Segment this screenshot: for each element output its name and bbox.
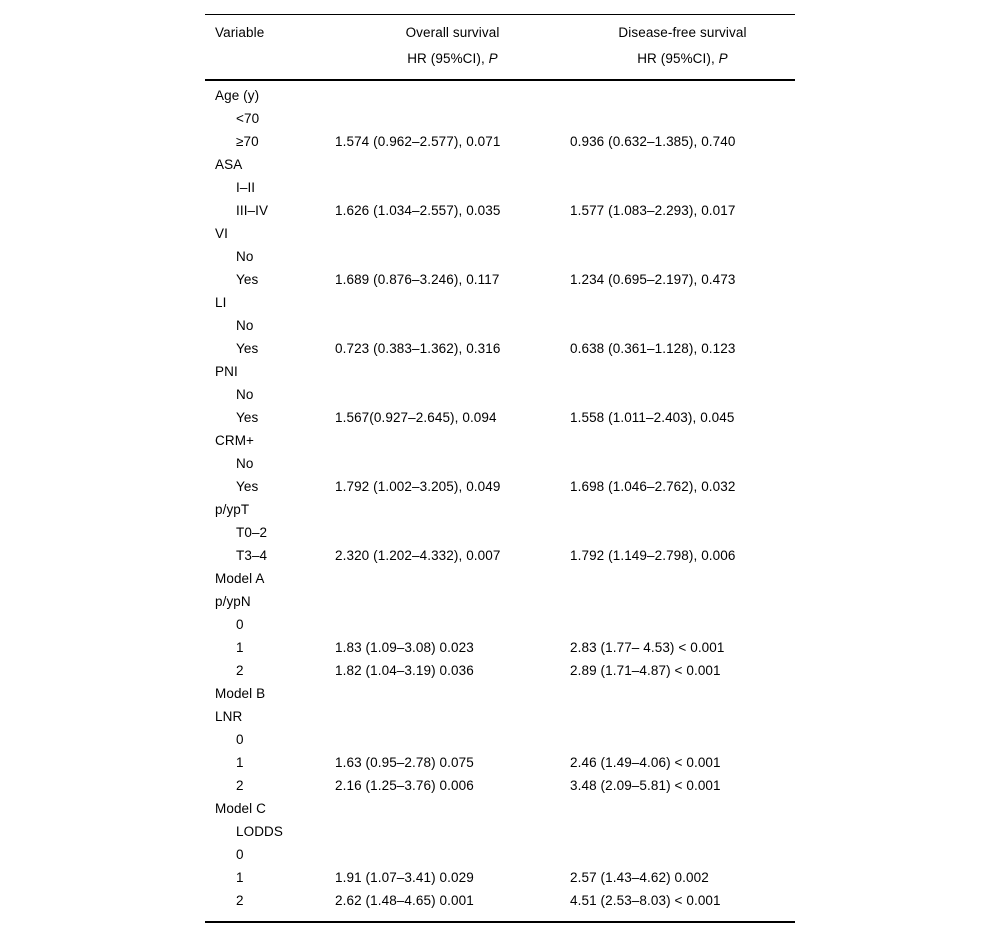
table-row bbox=[205, 452, 795, 475]
table-row bbox=[205, 429, 795, 452]
cell-overall-survival: 1.83 (1.09–3.08) 0.023 bbox=[335, 640, 474, 655]
cell-variable: <70 bbox=[236, 111, 260, 126]
cell-disease-free-survival bbox=[570, 590, 795, 613]
cell-overall-survival bbox=[335, 613, 570, 636]
subheader-variable-spacer bbox=[205, 46, 335, 72]
header-row-titles bbox=[205, 20, 795, 46]
cell-disease-free-survival bbox=[570, 797, 795, 820]
cell-variable: 2 bbox=[236, 778, 244, 793]
cell-overall-survival: 2.16 (1.25–3.76) 0.006 bbox=[335, 778, 474, 793]
cell-variable: 2 bbox=[236, 663, 244, 678]
cell-disease-free-survival bbox=[570, 843, 795, 866]
table-row bbox=[205, 176, 795, 199]
table-row bbox=[205, 84, 795, 107]
cell-overall-survival bbox=[335, 429, 570, 452]
cell-overall-survival bbox=[335, 153, 570, 176]
cell-overall-survival bbox=[335, 383, 570, 406]
cell-variable: VI bbox=[215, 226, 228, 241]
cell-variable: T0–2 bbox=[236, 525, 268, 540]
cell-variable: I–II bbox=[236, 180, 256, 195]
cell-disease-free-survival bbox=[570, 84, 795, 107]
cell-overall-survival: 1.626 (1.034–2.557), 0.035 bbox=[335, 203, 501, 218]
table-row bbox=[205, 728, 795, 751]
cell-disease-free-survival bbox=[570, 682, 795, 705]
cell-overall-survival bbox=[335, 245, 570, 268]
cell-disease-free-survival bbox=[570, 383, 795, 406]
cell-variable: ≥70 bbox=[236, 134, 259, 149]
cell-disease-free-survival: 4.51 (2.53–8.03) < 0.001 bbox=[570, 893, 721, 908]
cell-overall-survival bbox=[335, 567, 570, 590]
subheader-disease-free-survival bbox=[570, 46, 795, 72]
cell-variable: Yes bbox=[236, 341, 259, 356]
table-row bbox=[205, 475, 795, 498]
cell-disease-free-survival bbox=[570, 176, 795, 199]
table-row bbox=[205, 130, 795, 153]
cell-disease-free-survival: 3.48 (2.09–5.81) < 0.001 bbox=[570, 778, 721, 793]
cell-variable: No bbox=[236, 456, 254, 471]
cell-variable: LODDS bbox=[236, 824, 284, 839]
cell-disease-free-survival: 1.577 (1.083–2.293), 0.017 bbox=[570, 203, 736, 218]
table-row bbox=[205, 774, 795, 797]
cell-disease-free-survival bbox=[570, 107, 795, 130]
cell-overall-survival: 1.82 (1.04–3.19) 0.036 bbox=[335, 663, 474, 678]
cell-overall-survival: 1.792 (1.002–3.205), 0.049 bbox=[335, 479, 501, 494]
cell-disease-free-survival bbox=[570, 521, 795, 544]
table-row bbox=[205, 843, 795, 866]
cell-overall-survival: 0.723 (0.383–1.362), 0.316 bbox=[335, 341, 501, 356]
cell-variable: 0 bbox=[236, 732, 244, 747]
cell-variable: Yes bbox=[236, 479, 259, 494]
subheader-overall-survival bbox=[335, 46, 570, 72]
cell-variable: 2 bbox=[236, 893, 244, 908]
cell-overall-survival bbox=[335, 291, 570, 314]
cell-variable: 1 bbox=[236, 640, 244, 655]
table-row bbox=[205, 613, 795, 636]
cell-disease-free-survival bbox=[570, 705, 795, 728]
cell-variable: Yes bbox=[236, 272, 259, 287]
cell-overall-survival bbox=[335, 728, 570, 751]
table-row bbox=[205, 383, 795, 406]
cell-disease-free-survival: 1.558 (1.011–2.403), 0.045 bbox=[570, 410, 735, 425]
subheader-dfs-prefix: HR (95%CI), bbox=[637, 51, 719, 66]
cell-variable: p/ypN bbox=[215, 594, 251, 609]
table-row bbox=[205, 521, 795, 544]
cell-variable: No bbox=[236, 249, 254, 264]
table-row bbox=[205, 820, 795, 843]
table-row bbox=[205, 659, 795, 682]
cell-disease-free-survival: 2.46 (1.49–4.06) < 0.001 bbox=[570, 755, 721, 770]
cell-overall-survival bbox=[335, 452, 570, 475]
cell-disease-free-survival bbox=[570, 291, 795, 314]
cell-variable: 0 bbox=[236, 617, 244, 632]
table-row bbox=[205, 360, 795, 383]
table-row bbox=[205, 314, 795, 337]
table-row bbox=[205, 337, 795, 360]
cell-variable: Model A bbox=[215, 571, 265, 586]
cell-disease-free-survival: 1.792 (1.149–2.798), 0.006 bbox=[570, 548, 736, 563]
table-row bbox=[205, 498, 795, 521]
cell-disease-free-survival: 0.936 (0.632–1.385), 0.740 bbox=[570, 134, 736, 149]
col-header-disease-free-survival: Disease-free survival bbox=[618, 25, 747, 40]
cell-disease-free-survival bbox=[570, 360, 795, 383]
cell-overall-survival: 1.91 (1.07–3.41) 0.029 bbox=[335, 870, 474, 885]
col-header-variable: Variable bbox=[215, 25, 265, 40]
table-row bbox=[205, 222, 795, 245]
cell-overall-survival bbox=[335, 705, 570, 728]
cell-disease-free-survival bbox=[570, 498, 795, 521]
cell-variable: Age (y) bbox=[215, 88, 260, 103]
cell-overall-survival bbox=[335, 360, 570, 383]
cell-disease-free-survival: 1.234 (0.695–2.197), 0.473 bbox=[570, 272, 736, 287]
cell-disease-free-survival bbox=[570, 314, 795, 337]
cell-disease-free-survival: 2.57 (1.43–4.62) 0.002 bbox=[570, 870, 709, 885]
header-row-subtitles bbox=[205, 46, 795, 72]
table-row bbox=[205, 544, 795, 567]
cell-overall-survival bbox=[335, 682, 570, 705]
table-row bbox=[205, 153, 795, 176]
cell-disease-free-survival: 1.698 (1.046–2.762), 0.032 bbox=[570, 479, 736, 494]
cell-overall-survival: 1.574 (0.962–2.577), 0.071 bbox=[335, 134, 501, 149]
cell-variable: Model B bbox=[215, 686, 266, 701]
cell-disease-free-survival bbox=[570, 567, 795, 590]
cell-overall-survival bbox=[335, 797, 570, 820]
cell-disease-free-survival bbox=[570, 222, 795, 245]
table-row bbox=[205, 636, 795, 659]
cell-variable: No bbox=[236, 318, 254, 333]
cell-overall-survival bbox=[335, 314, 570, 337]
cell-overall-survival: 1.567(0.927–2.645), 0.094 bbox=[335, 410, 497, 425]
cell-overall-survival bbox=[335, 843, 570, 866]
cell-overall-survival bbox=[335, 521, 570, 544]
cell-overall-survival bbox=[335, 820, 570, 843]
cell-disease-free-survival: 2.83 (1.77– 4.53) < 0.001 bbox=[570, 640, 725, 655]
cell-variable: No bbox=[236, 387, 254, 402]
cell-disease-free-survival bbox=[570, 245, 795, 268]
cell-disease-free-survival bbox=[570, 613, 795, 636]
cell-variable: CRM+ bbox=[215, 433, 255, 448]
table-row bbox=[205, 406, 795, 429]
table-row bbox=[205, 682, 795, 705]
table-row bbox=[205, 866, 795, 889]
cell-overall-survival: 2.320 (1.202–4.332), 0.007 bbox=[335, 548, 501, 563]
table-row bbox=[205, 705, 795, 728]
cell-overall-survival bbox=[335, 590, 570, 613]
cell-overall-survival: 1.689 (0.876–3.246), 0.117 bbox=[335, 272, 500, 287]
subheader-os-p-italic: P bbox=[488, 51, 498, 66]
cell-variable: LI bbox=[215, 295, 227, 310]
table-row bbox=[205, 590, 795, 613]
subheader-os-prefix: HR (95%CI), bbox=[407, 51, 489, 66]
cell-disease-free-survival bbox=[570, 820, 795, 843]
cell-variable: LNR bbox=[215, 709, 243, 724]
cell-overall-survival bbox=[335, 84, 570, 107]
table-row bbox=[205, 245, 795, 268]
table-header bbox=[205, 15, 795, 81]
cell-disease-free-survival: 0.638 (0.361–1.128), 0.123 bbox=[570, 341, 736, 356]
cell-variable: 1 bbox=[236, 870, 244, 885]
cell-overall-survival: 2.62 (1.48–4.65) 0.001 bbox=[335, 893, 474, 908]
cell-variable: Yes bbox=[236, 410, 259, 425]
table-row bbox=[205, 107, 795, 130]
cell-overall-survival bbox=[335, 498, 570, 521]
cell-variable: III–IV bbox=[236, 203, 269, 218]
cell-variable: 0 bbox=[236, 847, 244, 862]
cell-variable: ASA bbox=[215, 157, 243, 172]
cell-overall-survival bbox=[335, 176, 570, 199]
table-row bbox=[205, 291, 795, 314]
cell-overall-survival bbox=[335, 107, 570, 130]
cell-disease-free-survival bbox=[570, 153, 795, 176]
table-body bbox=[205, 81, 795, 921]
table-row bbox=[205, 751, 795, 774]
subheader-dfs-p-italic: P bbox=[718, 51, 728, 66]
cell-disease-free-survival bbox=[570, 452, 795, 475]
cell-disease-free-survival bbox=[570, 429, 795, 452]
table-row bbox=[205, 889, 795, 912]
cell-variable: Model C bbox=[215, 801, 266, 816]
table-row bbox=[205, 199, 795, 222]
cell-overall-survival: 1.63 (0.95–2.78) 0.075 bbox=[335, 755, 474, 770]
cell-disease-free-survival bbox=[570, 728, 795, 751]
cell-variable: PNI bbox=[215, 364, 238, 379]
table-row bbox=[205, 268, 795, 291]
col-header-overall-survival: Overall survival bbox=[405, 25, 500, 40]
table-row bbox=[205, 567, 795, 590]
survival-results-table bbox=[205, 14, 795, 923]
cell-overall-survival bbox=[335, 222, 570, 245]
cell-variable: T3–4 bbox=[236, 548, 268, 563]
cell-disease-free-survival: 2.89 (1.71–4.87) < 0.001 bbox=[570, 663, 721, 678]
table-row bbox=[205, 797, 795, 820]
cell-variable: 1 bbox=[236, 755, 244, 770]
cell-variable: p/ypT bbox=[215, 502, 250, 517]
